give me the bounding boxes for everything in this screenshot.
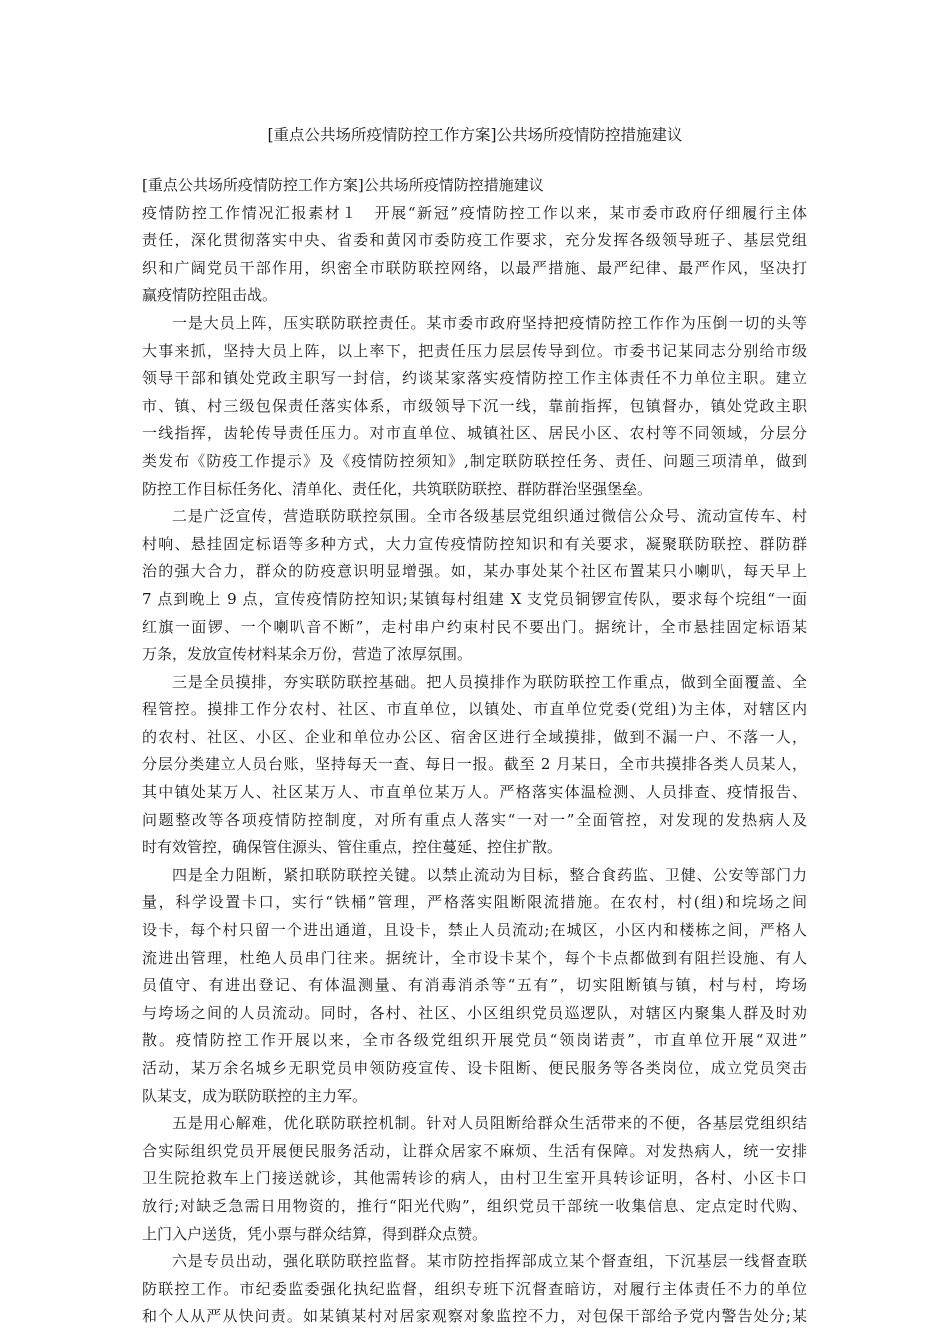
text-line: 红旗一面锣、一个喇叭音不断”，走村串户约束村民不要出门。据统计，全市悬挂固定标语某 [142, 617, 807, 636]
text-line: 活动，某万余名城乡无职党员申领防疫宣传、设卡阻断、便民服务等各类岗位，成立党员突击 [142, 1059, 807, 1077]
text-line: 万条，发放宣传材料某余万份，营造了浓厚氛围。 [142, 645, 473, 664]
text-line: 一线指挥，齿轮传导责任压力。对市直单位、城镇社区、居民小区、农村等不同领域，分层分 [142, 424, 807, 443]
text-line: 程管控。摸排工作分农村、社区、市直单位，以镇处、市直单位党委(党组)为主体，对辖区内 [142, 700, 807, 719]
page-title: [重点公共场所疫情防控工作方案]公共场所疫情防控措施建议 [267, 126, 683, 144]
text-line: 疫情防控工作情况汇报素材１ 开展“新冠”疫情防控工作以来，某市委市政府仔细履行主体 [142, 203, 807, 222]
text-line: 队某支，成为联防联控的主力军。 [142, 1086, 368, 1105]
text-line: 7 点到晚上 9 点，宣传疫情防控知识;某镇每村组建 X 支党员铜锣宣传队，要求每个垸组“一面 [142, 589, 807, 608]
document-body [142, 172, 807, 1331]
text-line: 织和广阔党员干部作用，织密全市联防联控网络，以最严措施、最严纪律、最严作风，坚决打 [142, 258, 807, 277]
text-line: 问题整改等各项疫情防控制度，对所有重点人落实“一对一”全面管控，对发现的发热病人及 [142, 810, 807, 829]
text-line: 一是大员上阵，压实联防联控责任。某市委市政府坚持把疫情防控工作作为压倒一切的头等 [172, 313, 807, 332]
text-line: 责任，深化贯彻落实中央、省委和黄冈市委防疫工作要求，充分发挥各级领导班子、基层党组 [142, 231, 807, 250]
text-line: 散。疫情防控工作开展以来，全市各级党组织开展党员“领岗诺责”，市直单位开展“双进” [142, 1031, 807, 1050]
text-line: 村响、悬挂固定标语等多种方式，大力宣传疫情防控知识和有关要求，凝聚联防联控、群防群 [142, 534, 807, 553]
text-line: 放行;对缺乏急需日用物资的，推行“阳光代购”，组织党员干部统一收集信息、定点定时代购、 [142, 1196, 807, 1215]
text-line: 治的强大合力，群众的防疫意识明显增强。如，某办事处某个社区布置某只小喇叭，每天早上 [142, 562, 807, 581]
text-line: 领导干部和镇处党政主职写一封信，约谈某家落实疫情防控工作主体责任不力单位主职。建立 [142, 369, 807, 388]
text-line: 防联控工作。市纪委监委强化执纪监督，组织专班下沉督查暗访，对履行主体责任不力的单位 [142, 1279, 807, 1298]
text-line: 大事来抓，坚持大员上阵，以上率下，把责任压力层层传导到位。市委书记某同志分别给市级 [142, 341, 807, 360]
text-line: 设卡，每个村只留一个进出通道，且设卡，禁止人员流动;在城区，小区内和楼栋之间，严格人 [142, 921, 807, 940]
text-line: 上门入户送货，凭小票与群众结算，得到群众点赞。 [142, 1224, 488, 1243]
document-subtitle: [重点公共场所疫情防控工作方案]公共场所疫情防控措施建议 [142, 176, 544, 194]
text-line: 四是全力阻断，紧扣联防联控关键。以禁止流动为目标，整合食药监、卫健、公安等部门力 [172, 865, 807, 884]
text-line: 的农村、社区、小区、企业和单位办公区、宿舍区进行全域摸排，做到不漏一户、不落一人， [142, 727, 807, 746]
text-line: 量，科学设置卡口，实行“铁桶”管理，严格落实阻断限流措施。在农村，村(组)和垸场之间 [142, 893, 807, 912]
text-line: 类发布《防疫工作提示》及《疫情防控须知》,制定联防联控任务、责任、问题三项清单，做到 [142, 451, 807, 470]
text-line: 六是专员出动，强化联防联控监督。某市防控指挥部成立某个督查组，下沉基层一线督查联 [172, 1252, 807, 1271]
text-line: 卫生院抢救车上门接送就诊，其他需转诊的病人，由村卫生室开具转诊证明，各村、小区卡口 [142, 1169, 807, 1188]
text-line: 与垮场之间的人员流动。同时，各村、社区、小区组织党员巡逻队，对辖区内聚集人群及时劝 [142, 1003, 807, 1022]
text-line: 分层分类建立人员台账，坚持每天一查、每日一报。截至 2 月某日，全市共摸排各类人员某人， [142, 755, 807, 774]
text-line: 五是用心解难，优化联防联控机制。针对人员阻断给群众生活带来的不便，各基层党组织结 [172, 1114, 807, 1133]
text-line: 时有效管控，确保管住源头、管住重点，控住蔓延、控住扩散。 [142, 838, 563, 857]
text-line: 二是广泛宣传，营造联防联控氛围。全市各级基层党组织通过微信公众号、流动宣传车、村 [172, 507, 807, 526]
text-line: 赢疫情防控阻击战。 [142, 286, 278, 305]
text-line: 合实际组织党员开展便民服务活动，让群众居家不麻烦、生活有保障。对发热病人，统一安排 [142, 1141, 807, 1160]
text-line: 市、镇、村三级包保责任落实体系，市级领导下沉一线，靠前指挥，包镇督办，镇处党政主职 [142, 396, 807, 415]
text-line: 防控工作目标任务化、清单化、责任化，共筑联防联控、群防群治坚强堡垒。 [142, 479, 653, 498]
text-line: 和个人从严从快问责。如某镇某村对居家观察对象监控不力，对包保干部给予党内警告处分;某 [142, 1307, 807, 1326]
text-line: 其中镇处某万人、社区某万人、市直单位某万人。严格落实体温检测、人员排查、疫情报告、 [142, 783, 807, 802]
text-line: 三是全员摸排，夯实联防联控基础。把人员摸排作为联防联控工作重点，做到全面覆盖、全 [172, 672, 807, 691]
text-line: 流进出管理，杜绝人员串门往来。据统计，全市设卡某个，每个卡点都做到有阻拦设施、有人 [142, 948, 807, 967]
text-line: 员值守、有进出登记、有体温测量、有消毒消杀等“五有”，切实阻断镇与镇，村与村，垮场 [142, 976, 807, 995]
